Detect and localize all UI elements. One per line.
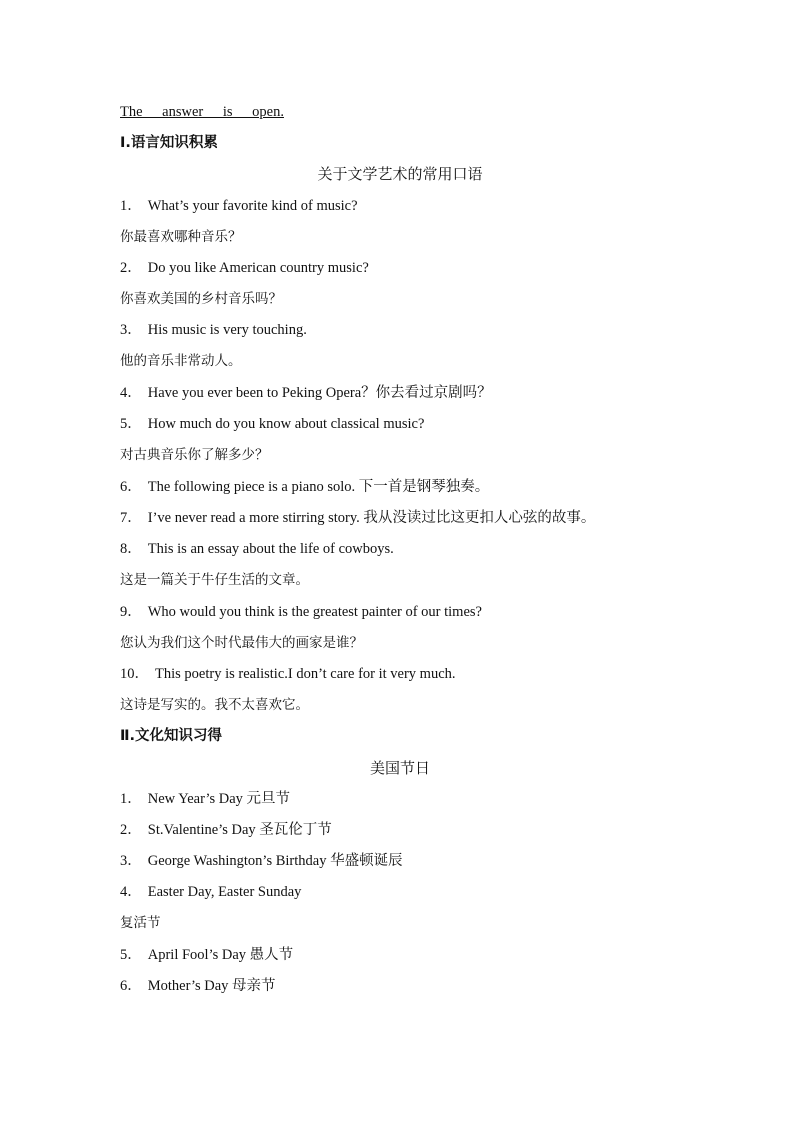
holiday-name: Easter Day, Easter Sunday: [147, 884, 302, 900]
english-sentence: This poetry is realistic.I don’t care for it very much.: [155, 666, 456, 682]
s1-item-8-en: [120, 539, 394, 559]
s1-item-6-en: [120, 477, 489, 497]
s1-item-3-en: [120, 320, 307, 340]
s1-item-9-en: [120, 602, 482, 622]
english-sentence: I’ve never read a more stirring story. 我从没读过比这更扣人心弦的故事。: [147, 510, 596, 526]
item-number: 8．: [120, 541, 142, 557]
s1-item-1-en: [120, 196, 358, 216]
section1-heading: Ⅰ.语言知识积累: [120, 135, 218, 151]
holiday-name: St.Valentine’s Day 圣瓦伦丁节: [147, 822, 332, 838]
item-number: 5．: [120, 416, 142, 432]
english-sentence: This is an essay about the life of cowboys.: [147, 541, 394, 557]
s1-item-10-zh: 这诗是写实的。我不太喜欢它。: [120, 697, 309, 713]
holiday-name: George Washington’s Birthday 华盛顿诞辰: [147, 853, 403, 869]
item-number: 7．: [120, 510, 142, 526]
holiday-name: New Year’s Day 元旦节: [147, 791, 291, 807]
english-sentence: His music is very touching.: [147, 322, 307, 338]
s2-item-5-en: [120, 945, 293, 965]
s1-item-5-en: [120, 414, 424, 434]
holiday-name: April Fool’s Day 愚人节: [147, 947, 294, 963]
section2-heading: Ⅱ.文化知识习得: [120, 728, 223, 744]
s1-item-10-en: [120, 664, 456, 684]
s2-item-2-en: [120, 820, 332, 840]
english-sentence: What’s your favorite kind of music?: [147, 198, 358, 214]
s2-item-6-en: [120, 976, 276, 996]
item-number: 4．: [120, 385, 142, 401]
item-number: 6．: [120, 479, 142, 495]
item-number: 10．: [120, 666, 149, 682]
s1-item-2-en: [120, 258, 369, 278]
item-number: 2．: [120, 822, 142, 838]
item-number: 2．: [120, 260, 142, 276]
item-number: 5．: [120, 947, 142, 963]
s2-item-4-en: [120, 882, 301, 902]
s1-item-4-en: [120, 383, 492, 403]
s1-item-2-zh: 你喜欢美国的乡村音乐吗？: [120, 291, 282, 307]
english-sentence: Do you like American country music?: [147, 260, 369, 276]
item-number: 4．: [120, 884, 142, 900]
english-sentence: Who would you think is the greatest painter of our times?: [147, 604, 482, 620]
item-number: 1．: [120, 791, 142, 807]
s1-item-5-zh: 对古典音乐你了解多少？: [120, 447, 269, 463]
s1-item-1-zh: 你最喜欢哪种音乐？: [120, 229, 242, 245]
item-number: 6．: [120, 978, 142, 994]
item-number: 3．: [120, 322, 142, 338]
s2-item-1-en: [120, 789, 290, 809]
english-sentence: The following piece is a piano solo. 下一首是钢琴独奏。: [147, 479, 490, 495]
s2-item-4-zh: 复活节: [120, 915, 161, 931]
holiday-name: Mother’s Day 母亲节: [147, 978, 276, 994]
s2-item-3-en: [120, 851, 403, 871]
s1-item-9-zh: 您认为我们这个时代最伟大的画家是谁？: [120, 635, 363, 651]
section2-title: 美国节日: [369, 759, 430, 777]
english-sentence: Have you ever been to Peking Opera？你去看过京剧吗？: [147, 385, 492, 401]
english-sentence: How much do you know about classical music?: [147, 416, 425, 432]
answer-line: The answer is open.: [120, 104, 284, 120]
s1-item-7-en: [120, 508, 595, 528]
item-number: 1．: [120, 198, 142, 214]
section1-title: 关于文学艺术的常用口语: [317, 165, 483, 183]
s1-item-3-zh: 他的音乐非常动人。: [120, 353, 242, 369]
item-number: 9．: [120, 604, 142, 620]
s1-item-8-zh: 这是一篇关于牛仔生活的文章。: [120, 572, 309, 588]
item-number: 3．: [120, 853, 142, 869]
